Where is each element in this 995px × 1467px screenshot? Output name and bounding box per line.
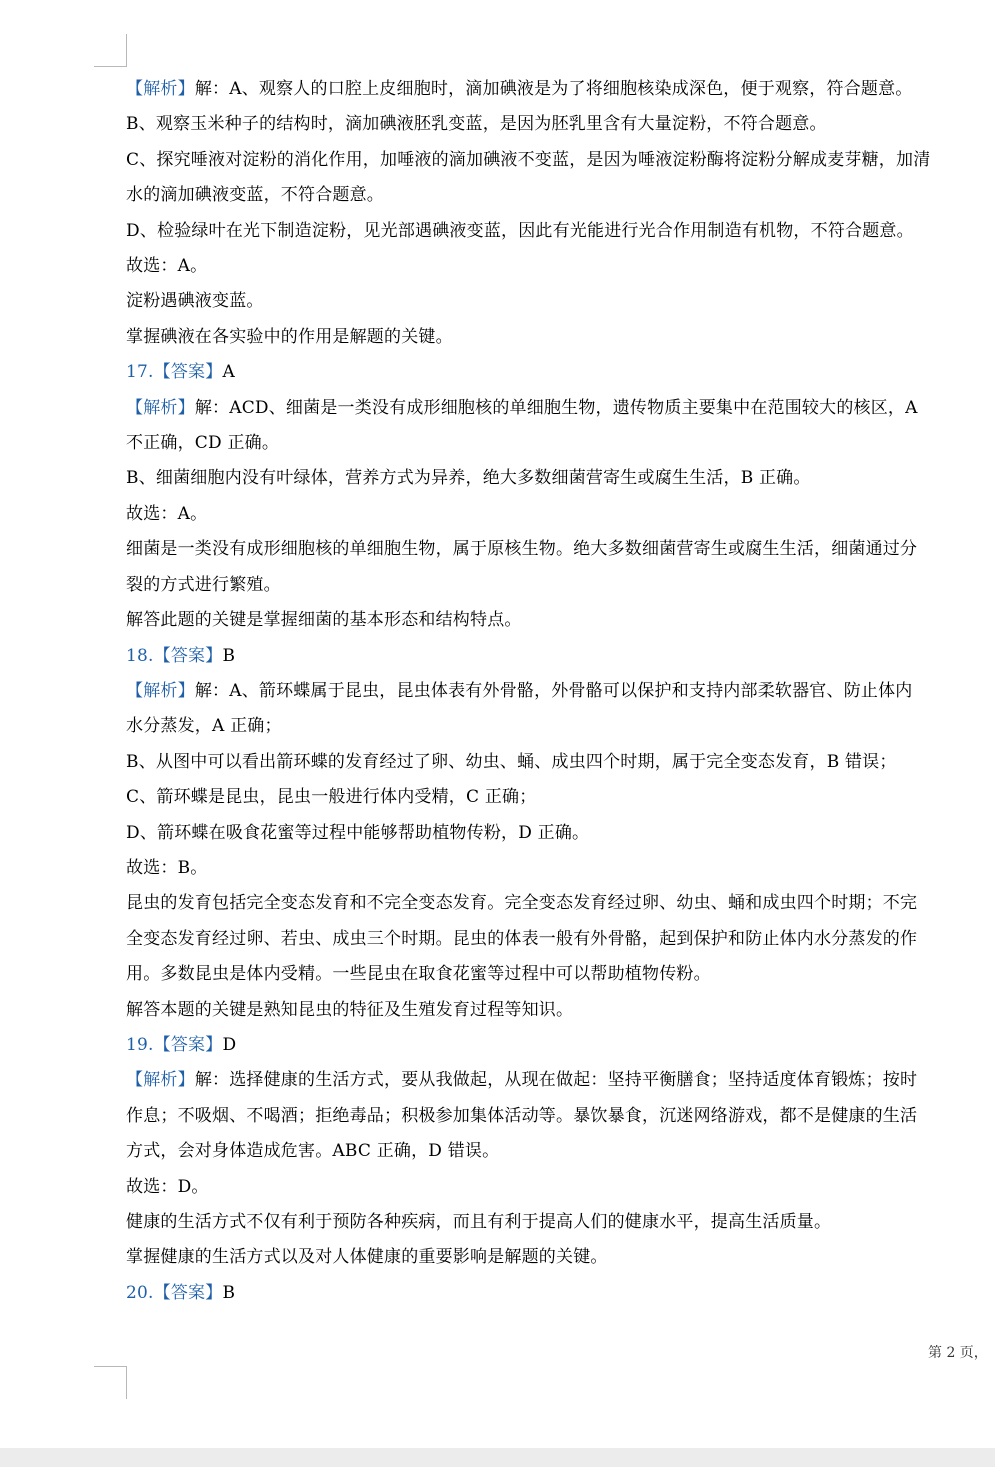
- line-text: 故选：B。: [126, 857, 208, 878]
- question-number: 17.: [126, 362, 154, 383]
- line-text: 故选：A。: [126, 256, 208, 277]
- text-line: [126, 1205, 971, 1240]
- line-text: D、检验绿叶在光下制造淀粉，见光部遇碘液变蓝，因此有光能进行光合作用制造有机物，不符合题意。: [126, 220, 914, 241]
- analysis-line: [126, 391, 971, 426]
- line-text: 解：A、箭环蝶属于昆虫，昆虫体表有外骨骼，外骨骼可以保护和支持内部柔软器官、防止体内: [194, 680, 913, 701]
- line-text: 方式，会对身体造成危害。ABC 正确，D 错误。: [126, 1141, 500, 1162]
- line-text: 解答本题的关键是熟知昆虫的特征及生殖发育过程等知识。: [126, 999, 574, 1020]
- question-number: 19.: [126, 1034, 154, 1055]
- text-line: [126, 214, 971, 249]
- question-answer-line: [126, 639, 971, 674]
- line-text: 作息；不吸烟、不喝酒；拒绝毒品；积极参加集体活动等。暴饮暴食，沉迷网络游戏，都不是健康的生活: [126, 1105, 918, 1126]
- question-answer-line: [126, 355, 971, 390]
- line-text: 故选：D。: [126, 1176, 209, 1197]
- text-line: [126, 1240, 971, 1275]
- answer-value: B: [222, 1282, 236, 1303]
- text-line: [126, 886, 971, 921]
- answer-tag: 【答案】: [153, 362, 223, 383]
- line-text: 水的滴加碘液变蓝，不符合题意。: [126, 185, 384, 206]
- line-text: B、观察玉米种子的结构时，滴加碘液胚乳变蓝，是因为胚乳里含有大量淀粉，不符合题意。: [126, 114, 827, 135]
- line-text: C、探究唾液对淀粉的消化作用，加唾液的滴加碘液不变蓝，是因为唾液淀粉酶将淀粉分解成麦芽糖，加清: [126, 149, 931, 170]
- line-text: 解：A、观察人的口腔上皮细胞时，滴加碘液是为了将细胞核染成深色，便于观察，符合题意。: [194, 79, 913, 99]
- question-number: 18.: [126, 645, 154, 666]
- text-line: [126, 568, 971, 603]
- text-line: [126, 922, 971, 957]
- text-line: [126, 709, 971, 744]
- line-text: 淀粉遇碘液变蓝。: [126, 291, 264, 312]
- text-line: [126, 745, 971, 780]
- analysis-tag: 【解析】: [126, 79, 195, 99]
- line-text: 全变态发育经过卵、若虫、成虫三个时期。昆虫的体表一般有外骨骼，起到保护和防止体内水分蒸发的作: [126, 928, 918, 949]
- line-text: 细菌是一类没有成形细胞核的单细胞生物，属于原核生物。绝大多数细菌营寄生或腐生生活，细菌通过分: [126, 539, 918, 560]
- answer-value: D: [222, 1034, 237, 1055]
- text-line: [126, 603, 971, 638]
- text-line: [126, 107, 971, 142]
- answer-tag: 【答案】: [153, 645, 223, 666]
- viewer-bottom-strip: [0, 1448, 995, 1467]
- line-text: 掌握健康的生活方式以及对人体健康的重要影响是解题的关键。: [126, 1247, 608, 1268]
- text-line: [126, 320, 971, 355]
- line-text: C、箭环蝶是昆虫，昆虫一般进行体内受精，C 正确；: [126, 787, 537, 808]
- line-text: 解：ACD、细菌是一类没有成形细胞核的单细胞生物，遗传物质主要集中在范围较大的核区，A: [194, 397, 918, 418]
- line-text: B、从图中可以看出箭环蝶的发育经过了卵、幼虫、蛹、成虫四个时期，属于完全变态发育，B 错误；: [126, 751, 897, 772]
- line-text: 解：选择健康的生活方式，要从我做起，从现在做起：坚持平衡膳食；坚持适度体育锻炼；按时: [194, 1070, 918, 1091]
- line-text: 不正确，CD 正确。: [126, 433, 280, 454]
- text-line: [126, 284, 971, 319]
- bottom-left-crop-mark: [94, 1366, 127, 1399]
- line-text: 用。多数昆虫是体内受精。一些昆虫在取食花蜜等过程中可以帮助植物传粉。: [126, 964, 711, 985]
- text-line: [126, 143, 971, 178]
- analysis-line: [126, 1063, 971, 1098]
- text-line: [126, 532, 971, 567]
- page-number-footer: 第 2 页，: [928, 1345, 988, 1361]
- analysis-line: [126, 72, 971, 107]
- line-text: 健康的生活方式不仅有利于预防各种疾病，而且有利于提高人们的健康水平，提高生活质量。: [126, 1212, 832, 1232]
- text-line: [126, 816, 971, 851]
- text-line: [126, 1134, 971, 1169]
- document-body: [126, 72, 971, 1311]
- question-answer-line: [126, 1028, 971, 1063]
- analysis-tag: 【解析】: [126, 1070, 195, 1091]
- line-text: 掌握碘液在各实验中的作用是解题的关键。: [126, 326, 453, 347]
- line-text: 水分蒸发，A 正确；: [126, 716, 282, 737]
- text-line: [126, 426, 971, 461]
- text-line: [126, 851, 971, 886]
- question-number: 20.: [126, 1282, 154, 1303]
- text-line: [126, 780, 971, 815]
- text-line: [126, 993, 971, 1028]
- text-line: [126, 249, 971, 284]
- analysis-line: [126, 674, 971, 709]
- line-text: 裂的方式进行繁殖。: [126, 574, 281, 595]
- text-line: [126, 461, 971, 496]
- text-line: [126, 178, 971, 213]
- text-line: [126, 497, 971, 532]
- line-text: 解答此题的关键是掌握细菌的基本形态和结构特点。: [126, 610, 522, 631]
- question-answer-line: [126, 1276, 971, 1311]
- line-text: 昆虫的发育包括完全变态发育和不完全变态发育。完全变态发育经过卵、幼虫、蛹和成虫四个时期；不完: [126, 893, 918, 914]
- line-text: D、箭环蝶在吸食花蜜等过程中能够帮助植物传粉，D 正确。: [126, 822, 590, 843]
- answer-tag: 【答案】: [153, 1034, 223, 1055]
- line-text: B、细菌细胞内没有叶绿体，营养方式为异养，绝大多数细菌营寄生或腐生生活，B 正确。: [126, 468, 811, 489]
- line-text: 故选：A。: [126, 503, 208, 524]
- text-line: [126, 957, 971, 992]
- text-line: [126, 1170, 971, 1205]
- analysis-tag: 【解析】: [126, 397, 195, 418]
- answer-tag: 【答案】: [153, 1282, 223, 1303]
- answer-value: B: [222, 645, 236, 666]
- analysis-tag: 【解析】: [126, 680, 195, 701]
- answer-value: A: [222, 362, 235, 383]
- top-left-crop-mark: [94, 34, 127, 67]
- text-line: [126, 1099, 971, 1134]
